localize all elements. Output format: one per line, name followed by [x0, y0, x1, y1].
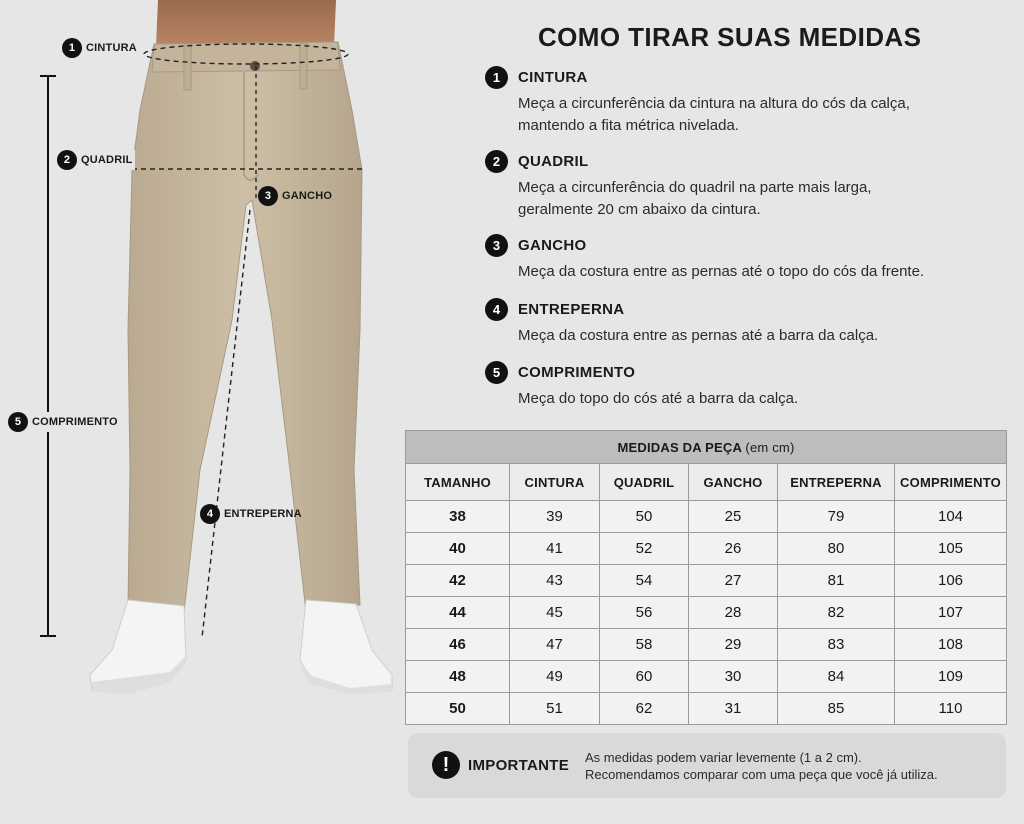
torso [156, 0, 336, 46]
table-cell: 27 [689, 565, 778, 597]
callout-quadril [57, 150, 135, 170]
table-cell: 58 [600, 629, 689, 661]
size-cell: 46 [406, 629, 510, 661]
badge-3: 3 [258, 186, 278, 206]
table-row [406, 629, 1007, 661]
table-row [406, 597, 1007, 629]
step-badge: 1 [485, 66, 508, 89]
table-cell: 54 [600, 565, 689, 597]
column-header-comprimento: COMPRIMENTO [895, 464, 1007, 501]
badge-1: 1 [62, 38, 82, 58]
column-header-tamanho: TAMANHO [406, 464, 510, 501]
table-caption [406, 431, 1007, 464]
pants [128, 42, 362, 612]
table-header-row [406, 464, 1007, 501]
table-cell: 52 [600, 533, 689, 565]
step-badge: 5 [485, 361, 508, 384]
step-title: QUADRIL [518, 153, 589, 170]
step-badge: 2 [485, 150, 508, 173]
column-header-quadril: QUADRIL [600, 464, 689, 501]
table-cell: 79 [778, 501, 895, 533]
step-quadril [485, 150, 1005, 221]
size-cell: 50 [406, 693, 510, 725]
table-cell: 107 [895, 597, 1007, 629]
step-title: COMPRIMENTO [518, 364, 636, 381]
table-cell: 80 [778, 533, 895, 565]
table-cell: 25 [689, 501, 778, 533]
callout-label: CINTURA [86, 42, 137, 54]
table-cell: 56 [600, 597, 689, 629]
table-row [406, 565, 1007, 597]
callout-label: ENTREPERNA [224, 508, 302, 520]
step-badge: 3 [485, 234, 508, 257]
page-title: COMO TIRAR SUAS MEDIDAS [538, 22, 922, 52]
table-caption-title: MEDIDAS DA PEÇA [617, 439, 742, 455]
table-cell: 109 [895, 661, 1007, 693]
table-cell: 82 [778, 597, 895, 629]
table-cell: 106 [895, 565, 1007, 597]
button [250, 61, 260, 71]
callout-label: QUADRIL [81, 154, 133, 166]
important-note [408, 733, 1006, 798]
callout-gancho [258, 186, 332, 206]
note-line: Recomendamos comparar com uma peça que você já utiliza. [585, 767, 938, 782]
step-description: Meça da costura entre as pernas até o topo do cós da frente. [518, 263, 925, 280]
step-description: Meça do topo do cós até a barra da calça. [518, 390, 799, 407]
table-cell: 39 [510, 501, 600, 533]
table-row [406, 661, 1007, 693]
badge-2: 2 [57, 150, 77, 170]
size-cell: 42 [406, 565, 510, 597]
table-row [406, 533, 1007, 565]
step-badge: 4 [485, 298, 508, 321]
table-cell: 28 [689, 597, 778, 629]
callout-entreperna [200, 504, 302, 524]
table-cell: 30 [689, 661, 778, 693]
table-cell: 50 [600, 501, 689, 533]
table-cell: 31 [689, 693, 778, 725]
step-entreperna [485, 298, 1005, 347]
table-cell: 60 [600, 661, 689, 693]
step-gancho [485, 234, 1005, 283]
column-header-gancho: GANCHO [689, 464, 778, 501]
callout-comprimento [8, 412, 120, 432]
callout-label: COMPRIMENTO [32, 416, 118, 428]
callout-label: GANCHO [282, 190, 333, 202]
table-caption-row [406, 431, 1007, 464]
size-cell: 44 [406, 597, 510, 629]
table-cell: 62 [600, 693, 689, 725]
step-title: CINTURA [518, 69, 588, 86]
note-text [585, 749, 938, 783]
column-header-cintura: CINTURA [510, 464, 600, 501]
step-description: Meça a circunferência do quadril na parte mais larga, geralmente 20 cm abaixo da cintura. [518, 179, 872, 218]
note-label: IMPORTANTE [468, 757, 570, 774]
step-cintura [485, 66, 1005, 137]
table-cell: 29 [689, 629, 778, 661]
callout-cintura [62, 38, 137, 58]
table-cell: 26 [689, 533, 778, 565]
table-cell: 41 [510, 533, 600, 565]
size-table [405, 430, 1007, 725]
table-cell: 47 [510, 629, 600, 661]
step-description: Meça a circunferência da cintura na altura do cós da calça, mantendo a fita métrica nivelada. [518, 95, 910, 134]
warning-icon: ! [432, 751, 460, 779]
table-caption-unit: (em cm) [745, 439, 795, 455]
table-cell: 43 [510, 565, 600, 597]
size-cell: 40 [406, 533, 510, 565]
step-title: ENTREPERNA [518, 301, 625, 318]
table-cell: 49 [510, 661, 600, 693]
table-cell: 105 [895, 533, 1007, 565]
table-cell: 85 [778, 693, 895, 725]
size-cell: 38 [406, 501, 510, 533]
badge-5: 5 [8, 412, 28, 432]
pants-illustration [0, 0, 400, 819]
step-title: GANCHO [518, 237, 587, 254]
table-cell: 84 [778, 661, 895, 693]
badge-4: 4 [200, 504, 220, 524]
step-description: Meça da costura entre as pernas até a barra da calça. [518, 327, 879, 344]
table-cell: 45 [510, 597, 600, 629]
table-cell: 81 [778, 565, 895, 597]
size-cell: 48 [406, 661, 510, 693]
table-cell: 104 [895, 501, 1007, 533]
table-cell: 110 [895, 693, 1007, 725]
column-header-entreperna: ENTREPERNA [778, 464, 895, 501]
note-line: As medidas podem variar levemente (1 a 2 cm). [585, 750, 862, 765]
step-comprimento [485, 361, 1005, 410]
table-row [406, 693, 1007, 725]
table-row [406, 501, 1007, 533]
table-cell: 83 [778, 629, 895, 661]
table-cell: 51 [510, 693, 600, 725]
table-cell: 108 [895, 629, 1007, 661]
model-pants-drawing [0, 0, 400, 819]
